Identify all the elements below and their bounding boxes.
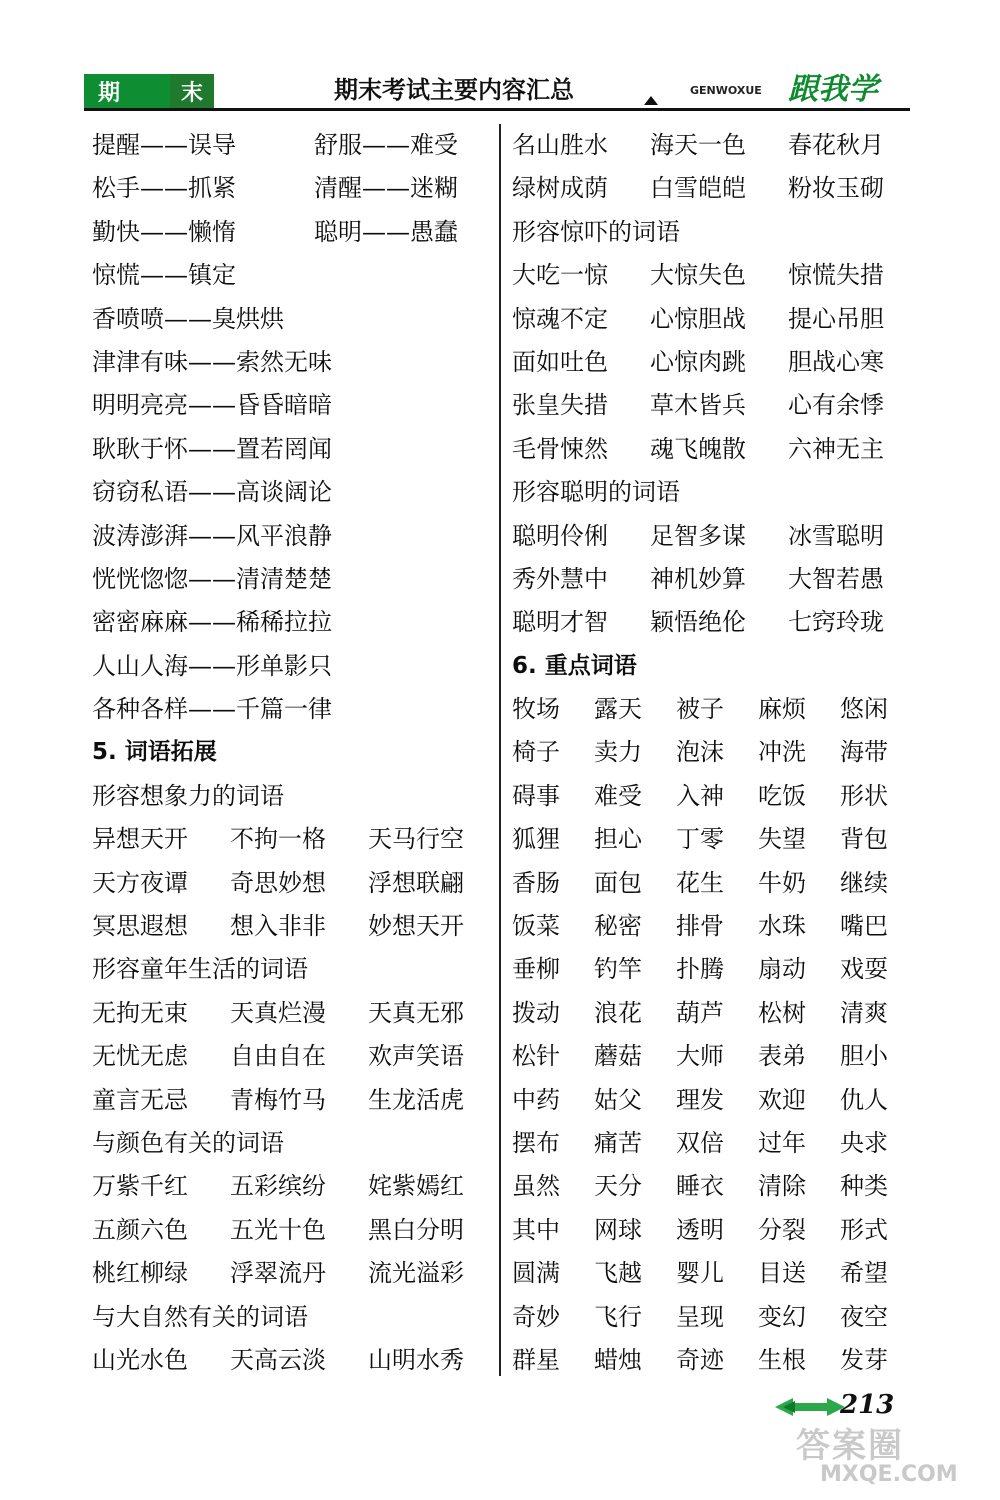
vocab-word: 发芽 [840, 1345, 888, 1374]
vocab-word: 双倍 [676, 1128, 724, 1157]
text-line: 香喷喷——臭烘烘 [92, 304, 284, 333]
vocab-word: 难受 [594, 781, 642, 810]
idiom-word: 天高云淡 [230, 1345, 326, 1374]
idiom-word: 五颜六色 [92, 1215, 188, 1244]
vocab-word: 痛苦 [594, 1128, 642, 1157]
vocab-word: 希望 [840, 1259, 888, 1288]
text-line: 形容聪明的词语 [512, 478, 680, 507]
idiom-word: 大惊失色 [650, 261, 746, 290]
idiom-word: 草木皆兵 [650, 391, 746, 420]
idiom-word: 海天一色 [650, 131, 746, 159]
vocab-word: 失望 [758, 825, 806, 854]
idiom-row [92, 1252, 492, 1295]
idiom-row [92, 862, 492, 905]
vocab-word: 丁零 [676, 825, 724, 854]
vocab-word: 大师 [676, 1042, 724, 1071]
vocab-word: 蘑菇 [594, 1042, 642, 1071]
idiom-row [512, 384, 912, 427]
vocab-word: 扇动 [758, 955, 806, 984]
idiom-word: 妙想天开 [368, 912, 464, 941]
vocab-word: 悠闲 [840, 695, 888, 724]
vocab-word: 水珠 [758, 912, 806, 941]
vocab-word: 婴儿 [676, 1259, 724, 1288]
idiom-word: 心有余悸 [788, 391, 884, 420]
vocab-word: 浪花 [594, 998, 642, 1027]
text-line: 耿耿于怀——置若罔闻 [92, 434, 332, 463]
vocab-word: 呈现 [676, 1302, 724, 1331]
idiom-row [512, 254, 912, 297]
vocab-word: 戏耍 [840, 955, 888, 984]
idiom-word: 童言无忌 [92, 1085, 188, 1114]
antonym-row [92, 211, 492, 254]
vocab-word: 目送 [758, 1259, 806, 1288]
idiom-word: 天真无邪 [368, 998, 464, 1027]
idiom-word: 冥思遐想 [92, 912, 188, 941]
idiom-word: 生龙活虎 [368, 1085, 464, 1114]
idiom-word: 绿树成荫 [512, 174, 608, 203]
vocab-word: 飞行 [594, 1302, 642, 1331]
vocab-row [512, 862, 912, 905]
idiom-word: 白雪皑皑 [650, 174, 746, 203]
idiom-word: 张皇失措 [512, 391, 608, 420]
vocab-row [512, 1079, 912, 1122]
idiom-word: 提心吊胆 [788, 304, 884, 333]
vocab-word: 蜡烛 [594, 1345, 642, 1374]
idiom-word: 毛骨悚然 [512, 434, 608, 463]
idiom-word: 聪明才智 [512, 608, 608, 637]
vocab-row [512, 905, 912, 948]
right-column [512, 124, 912, 1382]
antonym-row [92, 124, 492, 167]
idiom-row [92, 1209, 492, 1252]
vocab-row [512, 948, 912, 991]
idiom-word: 山光水色 [92, 1345, 188, 1374]
page-title: 期末考试主要内容汇总 [334, 76, 574, 104]
vocab-row [512, 1035, 912, 1078]
text-line: 窃窃私语——高谈阔论 [92, 478, 332, 507]
vocab-row [512, 731, 912, 774]
idiom-row [92, 818, 492, 861]
vocab-word: 牧场 [512, 695, 560, 724]
vocab-word: 透明 [676, 1215, 724, 1244]
antonym-pair: 松手——抓紧 [92, 174, 236, 203]
idiom-row [92, 1079, 492, 1122]
text-line: 形容童年生活的词语 [92, 955, 308, 984]
vocab-row [512, 818, 912, 861]
vocab-word: 碍事 [512, 781, 560, 810]
text-line: 恍恍惚惚——清清楚楚 [92, 564, 332, 593]
vocab-word: 面包 [594, 868, 642, 897]
vocab-word: 香肠 [512, 868, 560, 897]
vocab-word: 排骨 [676, 912, 724, 941]
page-number: 213 [840, 1390, 895, 1420]
text-line: 惊慌——镇定 [92, 261, 236, 290]
idiom-row [512, 124, 912, 167]
vocab-word: 清爽 [840, 998, 888, 1027]
section-heading: 5. 词语拓展 [92, 739, 217, 766]
idiom-row [512, 558, 912, 601]
vocab-word: 形状 [840, 781, 888, 810]
idiom-word: 聪明伶俐 [512, 521, 608, 550]
idiom-word: 奇思妙想 [230, 868, 326, 897]
brand-logo: 跟我学 [788, 72, 878, 107]
vocab-word: 摆布 [512, 1128, 560, 1157]
idiom-row [512, 341, 912, 384]
vocab-word: 天分 [594, 1172, 642, 1201]
idiom-word: 无忧无虑 [92, 1042, 188, 1071]
vocab-word: 清除 [758, 1172, 806, 1201]
idiom-word: 万紫千红 [92, 1172, 188, 1201]
idiom-word: 粉妆玉砌 [788, 174, 884, 203]
vocab-word: 松针 [512, 1042, 560, 1071]
vocab-word: 网球 [594, 1215, 642, 1244]
vocab-word: 飞越 [594, 1259, 642, 1288]
idiom-word: 大吃一惊 [512, 261, 608, 290]
idiom-word: 五光十色 [230, 1215, 326, 1244]
text-line: 形容想象力的词语 [92, 781, 284, 810]
idiom-word: 魂飞魄散 [650, 434, 746, 463]
vocab-word: 奇妙 [512, 1302, 560, 1331]
vocab-word: 饭菜 [512, 912, 560, 941]
vocab-word: 变幻 [758, 1302, 806, 1331]
vocab-word: 被子 [676, 695, 724, 724]
idiom-word: 天马行空 [368, 825, 464, 854]
idiom-row [92, 1339, 492, 1382]
antonym-pair: 舒服——难受 [314, 131, 458, 159]
vocab-row [512, 1165, 912, 1208]
triangle-marker-icon [644, 96, 658, 105]
vocab-word: 姑父 [594, 1085, 642, 1114]
vocab-word: 分裂 [758, 1215, 806, 1244]
idiom-row [512, 167, 912, 210]
idiom-word: 浮翠流丹 [230, 1259, 326, 1288]
vocab-word: 钓竿 [594, 955, 642, 984]
section-heading: 6. 重点词语 [512, 652, 637, 679]
vocab-word: 睡衣 [676, 1172, 724, 1201]
vocab-word: 奇迹 [676, 1345, 724, 1374]
text-line: 密密麻麻——稀稀拉拉 [92, 608, 332, 637]
vocab-word: 夜空 [840, 1302, 888, 1331]
idiom-row [512, 601, 912, 644]
antonym-row [92, 167, 492, 210]
vocab-word: 花生 [676, 868, 724, 897]
text-line: 人山人海——形单影只 [92, 651, 332, 680]
antonym-pair: 提醒——误导 [92, 131, 236, 159]
idiom-word: 天真烂漫 [230, 998, 326, 1027]
vocab-word: 吃饭 [758, 781, 806, 810]
idiom-word: 春花秋月 [788, 131, 884, 159]
text-line: 各种各样——千篇一律 [92, 695, 332, 724]
left-column [92, 124, 492, 1382]
column-divider [499, 124, 501, 1376]
vocab-word: 群星 [512, 1345, 560, 1374]
idiom-word: 天方夜谭 [92, 868, 188, 897]
idiom-row [512, 515, 912, 558]
vocab-word: 欢迎 [758, 1085, 806, 1114]
vocab-word: 扑腾 [676, 955, 724, 984]
idiom-row [512, 428, 912, 471]
vocab-word: 形式 [840, 1215, 888, 1244]
vocab-row [512, 775, 912, 818]
idiom-row [92, 1035, 492, 1078]
vocab-word: 央求 [840, 1128, 888, 1157]
idiom-row [512, 298, 912, 341]
vocab-row [512, 1339, 912, 1382]
idiom-word: 流光溢彩 [368, 1259, 464, 1288]
idiom-word: 姹紫嫣红 [368, 1172, 464, 1201]
idiom-word: 大智若愚 [788, 564, 884, 593]
idiom-word: 颖悟绝伦 [650, 608, 746, 637]
vocab-word: 牛奶 [758, 868, 806, 897]
idiom-word: 神机妙算 [650, 564, 746, 593]
watermark-title: 答案圈 [796, 1426, 904, 1466]
vocab-word: 嘴巴 [840, 912, 888, 941]
idiom-word: 惊慌失措 [788, 261, 884, 290]
vocab-word: 中药 [512, 1085, 560, 1114]
antonym-pair: 清醒——迷糊 [314, 174, 458, 203]
idiom-word: 六神无主 [788, 434, 884, 463]
vocab-word: 麻烦 [758, 695, 806, 724]
chapter-tag [84, 74, 214, 108]
idiom-word: 想入非非 [230, 912, 326, 941]
vocab-word: 拨动 [512, 998, 560, 1027]
idiom-word: 胆战心寒 [788, 347, 884, 376]
vocab-word: 葫芦 [676, 998, 724, 1027]
vocab-word: 泡沫 [676, 738, 724, 767]
vocab-word: 海带 [840, 738, 888, 767]
idiom-word: 不拘一格 [230, 825, 326, 854]
vocab-word: 露天 [594, 695, 642, 724]
vocab-word: 椅子 [512, 738, 560, 767]
vocab-word: 秘密 [594, 912, 642, 941]
idiom-word: 无拘无束 [92, 998, 188, 1027]
vocab-word: 仇人 [840, 1085, 888, 1114]
text-line: 与颜色有关的词语 [92, 1128, 284, 1157]
text-line: 波涛澎湃——风平浪静 [92, 521, 332, 550]
vocab-word: 入神 [676, 781, 724, 810]
vocab-word: 卖力 [594, 738, 642, 767]
idiom-row [92, 905, 492, 948]
text-line: 形容惊吓的词语 [512, 217, 680, 246]
idiom-word: 惊魂不定 [512, 304, 608, 333]
text-line: 明明亮亮——昏昏暗暗 [92, 391, 332, 420]
vocab-word: 过年 [758, 1128, 806, 1157]
vocab-word: 胆小 [840, 1042, 888, 1071]
idiom-word: 心惊肉跳 [650, 347, 746, 376]
vocab-word: 生根 [758, 1345, 806, 1374]
page-header [84, 62, 910, 108]
vocab-row [512, 1209, 912, 1252]
idiom-row [92, 992, 492, 1035]
idiom-word: 黑白分明 [368, 1215, 464, 1244]
vocab-word: 圆满 [512, 1259, 560, 1288]
idiom-word: 冰雪聪明 [788, 521, 884, 550]
idiom-word: 山明水秀 [368, 1345, 464, 1374]
vocab-word: 种类 [840, 1172, 888, 1201]
idiom-word: 浮想联翩 [368, 868, 464, 897]
vocab-word: 虽然 [512, 1172, 560, 1201]
text-line: 与大自然有关的词语 [92, 1302, 308, 1331]
vocab-row [512, 1296, 912, 1339]
vocab-word: 理发 [676, 1085, 724, 1114]
vocab-word: 其中 [512, 1215, 560, 1244]
vocab-word: 继续 [840, 868, 888, 897]
vocab-word: 垂柳 [512, 955, 560, 984]
vocab-row [512, 1122, 912, 1165]
idiom-word: 七窍玲珑 [788, 608, 884, 637]
antonym-pair: 勤快——懒惰 [92, 217, 236, 246]
watermark [796, 1418, 958, 1487]
idiom-word: 自由自在 [230, 1042, 326, 1071]
idiom-word: 五彩缤纷 [230, 1172, 326, 1201]
vocab-row [512, 992, 912, 1035]
antonym-pair: 聪明——愚蠢 [314, 217, 458, 246]
vocab-word: 松树 [758, 998, 806, 1027]
watermark-url: MXQE.COM [820, 1462, 958, 1487]
idiom-row [92, 1165, 492, 1208]
idiom-word: 秀外慧中 [512, 564, 608, 593]
vocab-word: 担心 [594, 825, 642, 854]
text-line: 津津有味——索然无味 [92, 347, 332, 376]
vocab-word: 背包 [840, 825, 888, 854]
brand-pinyin: GENWOXUE [690, 84, 762, 97]
idiom-word: 欢声笑语 [368, 1042, 464, 1071]
vocab-word: 表弟 [758, 1042, 806, 1071]
idiom-word: 足智多谋 [650, 521, 746, 550]
chapter-tag-left: 期 [98, 80, 121, 106]
idiom-word: 名山胜水 [512, 131, 608, 159]
idiom-word: 异想天开 [92, 825, 188, 854]
vocab-row [512, 1252, 912, 1295]
chapter-tag-right: 末 [170, 74, 214, 108]
idiom-word: 青梅竹马 [230, 1085, 326, 1114]
idiom-word: 桃红柳绿 [92, 1259, 188, 1288]
vocab-row [512, 688, 912, 731]
header-rule [84, 108, 910, 111]
vocab-word: 冲洗 [758, 738, 806, 767]
idiom-word: 心惊胆战 [650, 304, 746, 333]
vocab-word: 狐狸 [512, 825, 560, 854]
idiom-word: 面如吐色 [512, 347, 608, 376]
